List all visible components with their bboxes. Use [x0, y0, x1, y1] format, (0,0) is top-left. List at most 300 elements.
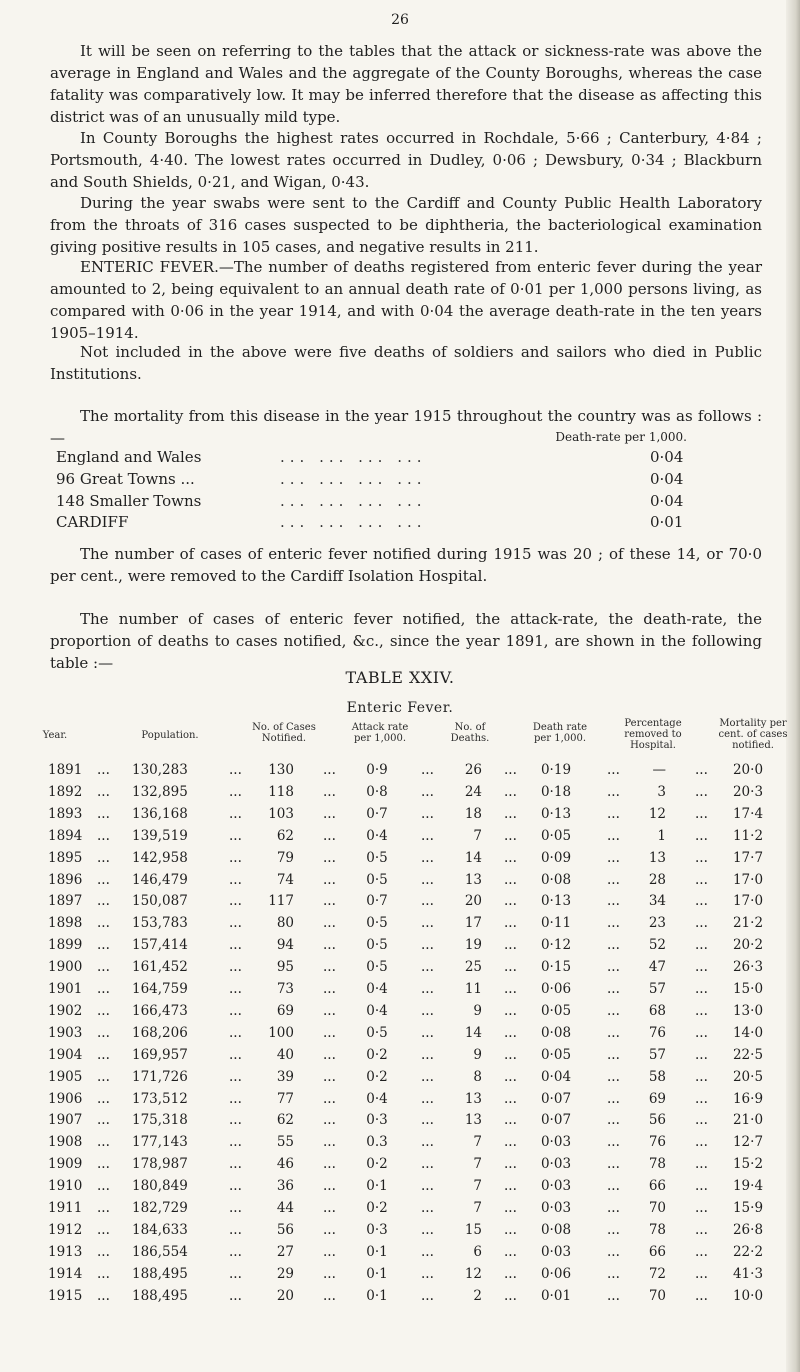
- cell-deaths: 25: [464, 959, 482, 976]
- dot-leader: ...: [695, 1178, 708, 1195]
- table-row: [0, 1069, 800, 1091]
- cell-year: 1907: [48, 1112, 83, 1129]
- mortality-area: 148 Smaller Towns: [56, 492, 202, 510]
- cell-cases-notified: 100: [268, 1024, 294, 1041]
- table-row: [0, 1244, 800, 1266]
- cell-year: 1901: [48, 981, 83, 997]
- table-row: [0, 959, 800, 981]
- dot-leader: ...: [504, 1134, 517, 1151]
- cell-cases-notified: 27: [276, 1243, 294, 1260]
- cell-deaths: 2: [473, 1287, 482, 1304]
- dot-leader: ...: [421, 937, 434, 954]
- cell-cases-notified: 103: [268, 805, 294, 822]
- cell-mortality: 22·5: [732, 1046, 764, 1063]
- dot-leader: ...: [607, 1200, 620, 1216]
- cell-cases-notified: 73: [276, 981, 294, 997]
- dot-leader: ...: [421, 1200, 434, 1216]
- cell-year: 1915: [48, 1287, 83, 1304]
- cell-population: 161,452: [132, 959, 188, 976]
- cell-year: 1896: [48, 871, 83, 888]
- dot-leader: ...: [323, 1024, 336, 1041]
- dot-leader: ...: [229, 1046, 242, 1063]
- cell-cases-notified: 117: [268, 893, 294, 910]
- cell-deaths: 9: [473, 1002, 482, 1019]
- dot-leader: ...: [97, 937, 110, 954]
- cell-cases-notified: 36: [276, 1178, 294, 1195]
- dot-leader: ...: [97, 1090, 110, 1107]
- cell-death-rate: 0·06: [540, 1265, 572, 1282]
- dot-leader: ...: [323, 1221, 336, 1238]
- cell-cases-notified: 94: [276, 937, 294, 954]
- cell-year: 1914: [48, 1265, 83, 1282]
- dot-leader: ...: [97, 1068, 110, 1085]
- cell-year: 1899: [48, 937, 83, 954]
- cell-year: 1905: [48, 1068, 83, 1085]
- cell-attack-rate: 0·4: [366, 981, 388, 997]
- dot-leader: ...: [323, 1112, 336, 1129]
- dot-leader: ...: [229, 915, 242, 932]
- dot-leader: ...: [323, 783, 336, 800]
- table-title: TABLE XXIV.: [345, 668, 455, 687]
- cell-attack-rate: 0·2: [366, 1046, 388, 1063]
- dot-leader: ...: [229, 762, 242, 778]
- cell-cases-notified: 80: [276, 915, 294, 932]
- table-row: [0, 1200, 800, 1222]
- cell-deaths: 20: [464, 893, 482, 910]
- cell-percentage-removed: 13: [648, 849, 666, 866]
- cell-death-rate: 0·03: [540, 1178, 572, 1195]
- cell-death-rate: 0·07: [540, 1090, 572, 1107]
- cell-mortality: 17·0: [732, 871, 764, 888]
- cell-attack-rate: 0·7: [366, 805, 388, 822]
- table-row: [0, 1134, 800, 1156]
- cell-percentage-removed: 76: [648, 1024, 666, 1041]
- cell-attack-rate: 0·5: [366, 849, 388, 866]
- dot-leader: ...: [421, 981, 434, 997]
- dot-leader: ...: [607, 1265, 620, 1282]
- dot-leader: ...: [323, 1243, 336, 1260]
- cell-population: 166,473: [132, 1002, 188, 1019]
- dot-leader: ...: [229, 1068, 242, 1085]
- dot-leader: ... ... ... ...: [280, 492, 427, 510]
- cell-death-rate: 0·19: [540, 762, 572, 778]
- cell-percentage-removed: 3: [657, 783, 666, 800]
- cell-percentage-removed: 28: [648, 871, 666, 888]
- table-row: [0, 1112, 800, 1134]
- cell-percentage-removed: 47: [648, 959, 666, 976]
- dot-leader: ...: [607, 783, 620, 800]
- paragraph-attack-rate: It will be seen on referring to the tables that the attack or sickness-rate was above the average in England and Wales and the aggregate of the County Boroughs, whereas the case fatality was comparatively low. It may be inferred therefore that the disease as affecting this district was of an unusually mild type.: [50, 42, 762, 126]
- dot-leader: ...: [607, 849, 620, 866]
- cell-percentage-removed: 56: [648, 1112, 666, 1129]
- dot-leader: ...: [229, 1221, 242, 1238]
- cell-attack-rate: 0·3: [366, 1221, 388, 1238]
- cell-death-rate: 0·05: [540, 1002, 572, 1019]
- table-row: [0, 1222, 800, 1244]
- table-row: [0, 893, 800, 915]
- dot-leader: ...: [695, 1134, 708, 1151]
- dot-leader: ...: [504, 849, 517, 866]
- mortality-rate: 0·04: [650, 448, 684, 466]
- cell-attack-rate: 0·5: [366, 1024, 388, 1041]
- dot-leader: ...: [323, 1134, 336, 1151]
- cell-death-rate: 0·03: [540, 1243, 572, 1260]
- cell-mortality: 21·2: [732, 915, 764, 932]
- dot-leader: ...: [695, 981, 708, 997]
- cell-death-rate: 0·06: [540, 981, 572, 997]
- dot-leader: ...: [229, 805, 242, 822]
- cell-cases-notified: 62: [276, 1112, 294, 1129]
- dot-leader: ...: [97, 1156, 110, 1173]
- cell-deaths: 11: [464, 981, 482, 997]
- table-row: [0, 1025, 800, 1047]
- dot-leader: ...: [504, 827, 517, 844]
- dot-leader: ...: [97, 827, 110, 844]
- dot-leader: ...: [323, 1265, 336, 1282]
- dot-leader: ...: [504, 783, 517, 800]
- cell-year: 1892: [48, 783, 83, 800]
- cell-population: 173,512: [132, 1090, 188, 1107]
- dot-leader: ...: [695, 1112, 708, 1129]
- cell-death-rate: 0·09: [540, 849, 572, 866]
- dot-leader: ...: [97, 762, 110, 778]
- cell-mortality: 26·8: [732, 1221, 764, 1238]
- cell-deaths: 7: [473, 1178, 482, 1195]
- table-row: [0, 1266, 800, 1288]
- dot-leader: ...: [323, 1046, 336, 1063]
- dot-leader: ...: [323, 1200, 336, 1216]
- dot-leader: ...: [97, 1046, 110, 1063]
- cell-year: 1913: [48, 1243, 83, 1260]
- table-subtitle: Enteric Fever.: [346, 700, 454, 716]
- cell-population: 169,957: [132, 1046, 188, 1063]
- cell-death-rate: 0·05: [540, 1046, 572, 1063]
- cell-cases-notified: 130: [268, 762, 294, 778]
- cell-percentage-removed: 23: [648, 915, 666, 932]
- cell-population: 171,726: [132, 1068, 188, 1085]
- dot-leader: ...: [421, 1068, 434, 1085]
- cell-population: 175,318: [132, 1112, 188, 1129]
- cell-population: 136,168: [132, 805, 188, 822]
- column-header-deaths: No. of Deaths.: [450, 722, 490, 744]
- paragraph-enteric-fever: ENTERIC FEVER.—The number of deaths registered from enteric fever during the year amounted to 2, being equivalent to an annual death rate of 0·01 per 1,000 persons living, as compared with 0·06 in the year 1914, and with 0·04 the average death-rate in the ten years 1905–1914.: [50, 258, 762, 342]
- cell-percentage-removed: 70: [648, 1200, 666, 1216]
- dot-leader: ...: [504, 915, 517, 932]
- cell-attack-rate: 0·1: [366, 1287, 388, 1304]
- cell-cases-notified: 62: [276, 827, 294, 844]
- cell-percentage-removed: 66: [648, 1243, 666, 1260]
- cell-mortality: 17·0: [732, 893, 764, 910]
- dot-leader: ...: [229, 1134, 242, 1151]
- cell-mortality: 16·9: [732, 1090, 764, 1107]
- dot-leader: ...: [504, 1156, 517, 1173]
- paragraph-soldiers: Not included in the above were five deaths of soldiers and sailors who died in Public Institutions.: [50, 343, 762, 383]
- dot-leader: ...: [504, 805, 517, 822]
- cell-year: 1891: [48, 762, 83, 778]
- cell-deaths: 7: [473, 827, 482, 844]
- cell-deaths: 19: [464, 937, 482, 954]
- dot-leader: ...: [421, 1287, 434, 1304]
- dot-leader: ...: [421, 1090, 434, 1107]
- cell-deaths: 13: [464, 871, 482, 888]
- cell-cases-notified: 44: [276, 1200, 294, 1216]
- table-row: [0, 1091, 800, 1113]
- cell-year: 1911: [48, 1200, 83, 1216]
- cell-population: 142,958: [132, 849, 188, 866]
- cell-mortality: 17·7: [732, 849, 764, 866]
- cell-percentage-removed: 76: [648, 1134, 666, 1151]
- mortality-area: CARDIFF: [56, 513, 129, 531]
- column-header-year: Year.: [42, 730, 68, 741]
- cell-death-rate: 0·08: [540, 871, 572, 888]
- cell-cases-notified: 77: [276, 1090, 294, 1107]
- dot-leader: ...: [229, 937, 242, 954]
- cell-attack-rate: 0·4: [366, 1090, 388, 1107]
- dot-leader: ...: [695, 1090, 708, 1107]
- dot-leader: ...: [97, 1200, 110, 1216]
- cell-mortality: 41·3: [732, 1265, 764, 1282]
- cell-attack-rate: 0·8: [366, 783, 388, 800]
- cell-death-rate: 0·11: [540, 915, 572, 932]
- dot-leader: ...: [607, 1090, 620, 1107]
- cell-deaths: 6: [473, 1243, 482, 1260]
- cell-year: 1909: [48, 1156, 83, 1173]
- cell-population: 188,495: [132, 1265, 188, 1282]
- cell-attack-rate: 0·9: [366, 762, 388, 778]
- page-number: 26: [391, 12, 409, 28]
- dot-leader: ...: [229, 1265, 242, 1282]
- dot-leader: ...: [229, 1200, 242, 1216]
- cell-attack-rate: 0·1: [366, 1243, 388, 1260]
- cell-deaths: 14: [464, 849, 482, 866]
- cell-population: 150,087: [132, 893, 188, 910]
- cell-death-rate: 0·08: [540, 1024, 572, 1041]
- dot-leader: ...: [504, 893, 517, 910]
- dot-leader: ...: [421, 1046, 434, 1063]
- table-row: [0, 850, 800, 872]
- dot-leader: ...: [229, 959, 242, 976]
- dot-leader: ...: [421, 893, 434, 910]
- cell-mortality: 12·7: [732, 1134, 764, 1151]
- cell-death-rate: 0·12: [540, 937, 572, 954]
- dot-leader: ...: [607, 915, 620, 932]
- column-header-percentage-removed: Percentage removed to Hospital.: [624, 718, 682, 751]
- dot-leader: ...: [421, 762, 434, 778]
- cell-year: 1900: [48, 959, 83, 976]
- table-row: [0, 937, 800, 959]
- cell-attack-rate: 0·4: [366, 1002, 388, 1019]
- cell-mortality: 20·5: [732, 1068, 764, 1085]
- dot-leader: ...: [323, 1090, 336, 1107]
- cell-deaths: 12: [464, 1265, 482, 1282]
- dot-leader: ...: [97, 1265, 110, 1282]
- cell-cases-notified: 46: [276, 1156, 294, 1173]
- dot-leader: ...: [504, 1178, 517, 1195]
- dot-leader: ...: [97, 1002, 110, 1019]
- cell-mortality: 15·2: [732, 1156, 764, 1173]
- dot-leader: ...: [607, 1002, 620, 1019]
- cell-year: 1906: [48, 1090, 83, 1107]
- dot-leader: ...: [229, 1024, 242, 1041]
- cell-year: 1912: [48, 1221, 83, 1238]
- table-row: [0, 915, 800, 937]
- cell-cases-notified: 29: [276, 1265, 294, 1282]
- dot-leader: ...: [229, 871, 242, 888]
- dot-leader: ...: [607, 1046, 620, 1063]
- dot-leader: ...: [97, 805, 110, 822]
- dot-leader: ...: [695, 805, 708, 822]
- cell-population: 177,143: [132, 1134, 188, 1151]
- cell-mortality: 20·0: [732, 762, 764, 778]
- dot-leader: ...: [323, 1287, 336, 1304]
- cell-mortality: 20·2: [732, 937, 764, 954]
- cell-year: 1902: [48, 1002, 83, 1019]
- cell-population: 168,206: [132, 1024, 188, 1041]
- dot-leader: ...: [229, 1156, 242, 1173]
- table-row: [0, 1288, 800, 1310]
- dot-leader: ...: [504, 1112, 517, 1129]
- cell-mortality: 22·2: [732, 1243, 764, 1260]
- mortality-row: [56, 513, 684, 535]
- cell-population: 178,987: [132, 1156, 188, 1173]
- dot-leader: ...: [323, 893, 336, 910]
- cell-mortality: 21·0: [732, 1112, 764, 1129]
- dot-leader: ...: [504, 959, 517, 976]
- dot-leader: ...: [421, 1134, 434, 1151]
- dot-leader: ...: [97, 1287, 110, 1304]
- cell-year: 1893: [48, 805, 83, 822]
- cell-population: 188,495: [132, 1287, 188, 1304]
- cell-attack-rate: 0·5: [366, 871, 388, 888]
- cell-attack-rate: 0·5: [366, 959, 388, 976]
- dot-leader: ...: [421, 1221, 434, 1238]
- cell-mortality: 11·2: [732, 827, 764, 844]
- cell-percentage-removed: 72: [648, 1265, 666, 1282]
- cell-cases-notified: 95: [276, 959, 294, 976]
- cell-attack-rate: 0·7: [366, 893, 388, 910]
- paragraph-county-boroughs: In County Boroughs the highest rates occurred in Rochdale, 5·66 ; Canterbury, 4·84 ; Portsmouth, 4·40. The lowest rates occurred in Dudley, 0·06 ; Dewsbury, 0·34 ; Blackburn and South Shields, 0·21, and Wigan, 0·43.: [50, 129, 762, 191]
- cell-death-rate: 0·05: [540, 827, 572, 844]
- cell-population: 180,849: [132, 1178, 188, 1195]
- dot-leader: ...: [695, 1221, 708, 1238]
- dot-leader: ...: [421, 1112, 434, 1129]
- dot-leader: ...: [323, 1156, 336, 1173]
- dot-leader: ...: [323, 959, 336, 976]
- cell-cases-notified: 20: [276, 1287, 294, 1304]
- dot-leader: ...: [229, 827, 242, 844]
- dot-leader: ...: [323, 805, 336, 822]
- dot-leader: ...: [695, 1200, 708, 1216]
- dot-leader: ...: [421, 805, 434, 822]
- dot-leader: ...: [229, 1178, 242, 1195]
- cell-mortality: 15·9: [732, 1200, 764, 1216]
- table-row: [0, 1003, 800, 1025]
- mortality-row: [56, 470, 684, 492]
- dot-leader: ...: [421, 1243, 434, 1260]
- dot-leader: ...: [97, 893, 110, 910]
- dot-leader: ...: [97, 1024, 110, 1041]
- cell-year: 1910: [48, 1178, 83, 1195]
- table-row: [0, 1156, 800, 1178]
- dot-leader: ...: [421, 1156, 434, 1173]
- cell-percentage-removed: 52: [648, 937, 666, 954]
- cell-mortality: 26·3: [732, 959, 764, 976]
- table-row: [0, 1178, 800, 1200]
- dot-leader: ...: [97, 1221, 110, 1238]
- cell-percentage-removed: 58: [648, 1068, 666, 1085]
- dot-leader: ...: [607, 1112, 620, 1129]
- cell-deaths: 14: [464, 1024, 482, 1041]
- cell-attack-rate: 0·2: [366, 1156, 388, 1173]
- paragraph-mortality-intro: The mortality from this disease in the year 1915 throughout the country was as follows :—: [50, 407, 762, 447]
- dot-leader: ...: [607, 1243, 620, 1260]
- cell-mortality: 10·0: [732, 1287, 764, 1304]
- cell-mortality: 17·4: [732, 805, 764, 822]
- dot-leader: ...: [421, 1178, 434, 1195]
- cell-death-rate: 0·18: [540, 783, 572, 800]
- cell-percentage-removed: 1: [657, 827, 666, 844]
- dot-leader: ...: [607, 827, 620, 844]
- dot-leader: ...: [695, 783, 708, 800]
- cell-year: 1897: [48, 893, 83, 910]
- dot-leader: ...: [229, 849, 242, 866]
- dot-leader: ...: [695, 959, 708, 976]
- cell-population: 186,554: [132, 1243, 188, 1260]
- cell-cases-notified: 69: [276, 1002, 294, 1019]
- dot-leader: ...: [607, 959, 620, 976]
- dot-leader: ...: [504, 937, 517, 954]
- dot-leader: ...: [421, 849, 434, 866]
- dot-leader: ...: [695, 1243, 708, 1260]
- cell-attack-rate: 0.3: [366, 1134, 388, 1151]
- dot-leader: ...: [695, 762, 708, 778]
- column-header-death-rate: Death rate per 1,000.: [532, 722, 588, 744]
- dot-leader: ...: [607, 981, 620, 997]
- dot-leader: ...: [504, 1221, 517, 1238]
- mortality-row: [56, 448, 684, 470]
- dot-leader: ... ... ... ...: [280, 470, 427, 488]
- cell-deaths: 13: [464, 1112, 482, 1129]
- cell-mortality: 14·0: [732, 1024, 764, 1041]
- dot-leader: ...: [323, 849, 336, 866]
- dot-leader: ...: [504, 1068, 517, 1085]
- dot-leader: ...: [695, 1024, 708, 1041]
- cell-deaths: 15: [464, 1221, 482, 1238]
- dot-leader: ...: [323, 827, 336, 844]
- paragraph-cases-notified: The number of cases of enteric fever notified during 1915 was 20 ; of these 14, or 70·0 per cent., were removed to the Cardiff Isolation Hospital.: [50, 545, 762, 585]
- cell-cases-notified: 74: [276, 871, 294, 888]
- cell-percentage-removed: 12: [648, 805, 666, 822]
- cell-death-rate: 0·13: [540, 805, 572, 822]
- cell-cases-notified: 39: [276, 1068, 294, 1085]
- cell-population: 130,283: [132, 762, 188, 778]
- dot-leader: ...: [695, 849, 708, 866]
- mortality-area: 96 Great Towns ...: [56, 470, 195, 488]
- cell-attack-rate: 0·5: [366, 937, 388, 954]
- cell-mortality: 20·3: [732, 783, 764, 800]
- dot-leader: ...: [504, 1046, 517, 1063]
- cell-death-rate: 0·03: [540, 1134, 572, 1151]
- dot-leader: ...: [323, 937, 336, 954]
- cell-percentage-removed: 78: [648, 1156, 666, 1173]
- dot-leader: ... ... ... ...: [280, 448, 427, 466]
- dot-leader: ...: [607, 762, 620, 778]
- dot-leader: ...: [323, 762, 336, 778]
- dot-leader: ...: [97, 1178, 110, 1195]
- dot-leader: ...: [229, 783, 242, 800]
- mortality-area: England and Wales: [56, 448, 202, 466]
- mortality-header: Death-rate per 1,000.: [555, 430, 687, 444]
